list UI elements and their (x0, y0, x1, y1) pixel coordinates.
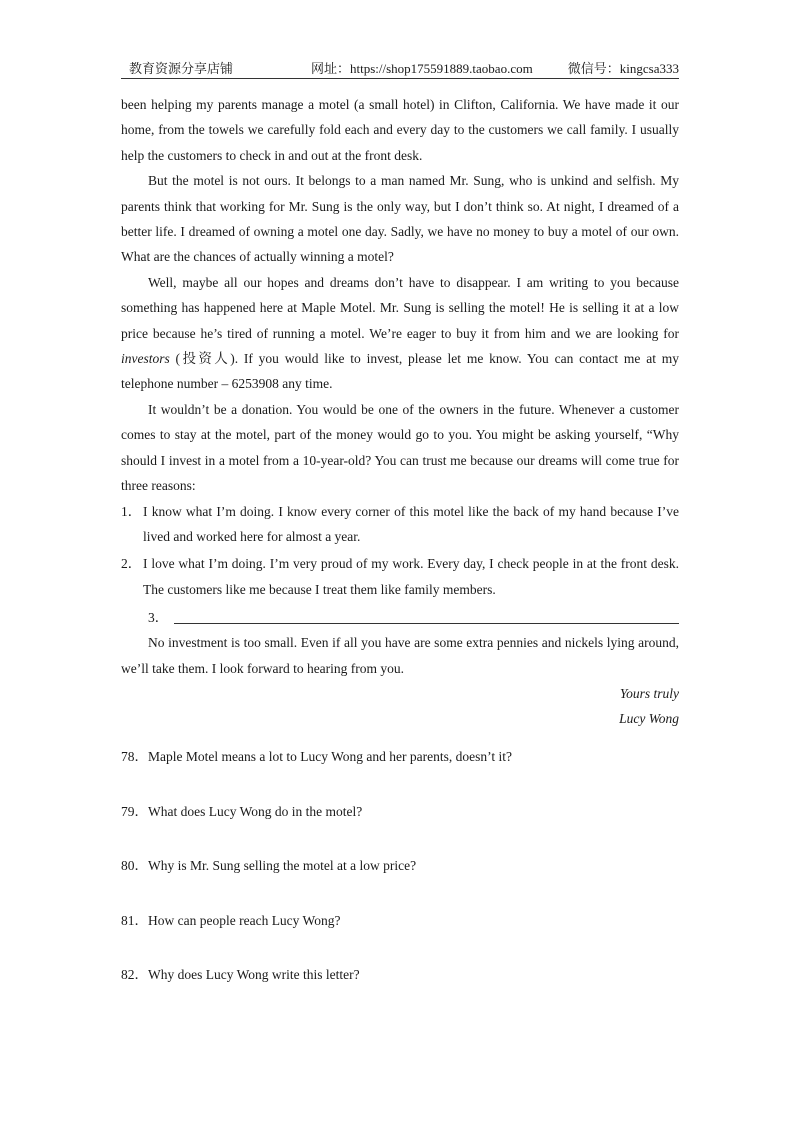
page-header (121, 56, 679, 79)
signature: Lucy Wong (619, 711, 679, 727)
question-82: 82．Why does Lucy Wong write this letter? (121, 967, 360, 982)
header-shop-name: 教育资源分享店铺 (129, 61, 234, 76)
question-79: 79．What does Lucy Wong do in the motel? (121, 803, 363, 819)
header-url: 网址：https://shop175591889.taobao.com (311, 61, 533, 76)
reason-item-3-blank[interactable] (121, 604, 679, 630)
paragraph-3-part-2: (投资人). If you would like to invest, please let me know. You can contact me at my telephone number – 6253908 any time. (121, 351, 679, 392)
paragraph-4: It wouldn’t be a donation. You would be one of the owners in the future. Whenever a customer comes to stay at the motel, part of the money would go to you. You might be asking yourself, “Why should I invest in a motel from a 10-year-old? You can trust me because our dreams will come true for three reasons: (121, 401, 679, 494)
reason-number: 2． (121, 556, 142, 572)
paragraph-1: been helping my parents manage a motel (a small hotel) in Clifton, California. We have made it our home, from the towels we carefully fold each and every day to the customers we call family. I usually help the customers to check in and out at the front desk. (121, 97, 679, 163)
reason-item-2 (121, 551, 679, 602)
question-81: 81．How can people reach Lucy Wong? (121, 912, 341, 928)
reason-number: 1． (121, 503, 142, 519)
letter-body (121, 92, 679, 732)
reason-item-1 (121, 499, 679, 550)
closing: Yours truly (619, 685, 679, 701)
paragraph-5: No investment is too small. Even if all you have are some extra pennies and nickels lying around, we’ll take them. I look forward to hearing from you. (121, 635, 679, 676)
question-list (121, 746, 679, 1019)
investors-term: investors (121, 351, 170, 367)
paragraph-2: But the motel is not ours. It belongs to a man named Mr. Sung, who is unkind and selfish. My parents think that working for Mr. Sung is the only way, but I don’t think so. At night, I dreamed of a better life. I dreamed of owning a motel one day. Sadly, we have no money to buy a motel of our own. What are the chances of actually winning a motel? (121, 173, 679, 265)
paragraph-3 (121, 270, 679, 397)
answer-blank-line[interactable] (174, 605, 679, 624)
question-78: 78．Maple Motel means a lot to Lucy Wong and her parents, doesn’t it? (121, 749, 512, 764)
reason-text: I know what I’m doing. I know every corner of this motel like the back of my hand because I’ve lived and worked here for almost a year. (143, 503, 679, 544)
paragraph-3-part-1: Well, maybe all our hopes and dreams don’t have to disappear. I am writing to you because something has happened here at Maple Motel. Mr. Sung is selling the motel! He is selling it at a low price because he’s tired of running a motel. We’re eager to buy it from him and we are looking for (121, 274, 679, 341)
reason-text: I love what I’m doing. I’m very proud of my work. Every day, I check people in at the front desk. The customers like me because I treat them like family members. (143, 556, 679, 597)
header-wechat: 微信号：kingcsa333 (567, 61, 679, 76)
question-80: 80．Why is Mr. Sung selling the motel at a low price? (121, 858, 417, 873)
reason-number: 3． (148, 609, 169, 625)
